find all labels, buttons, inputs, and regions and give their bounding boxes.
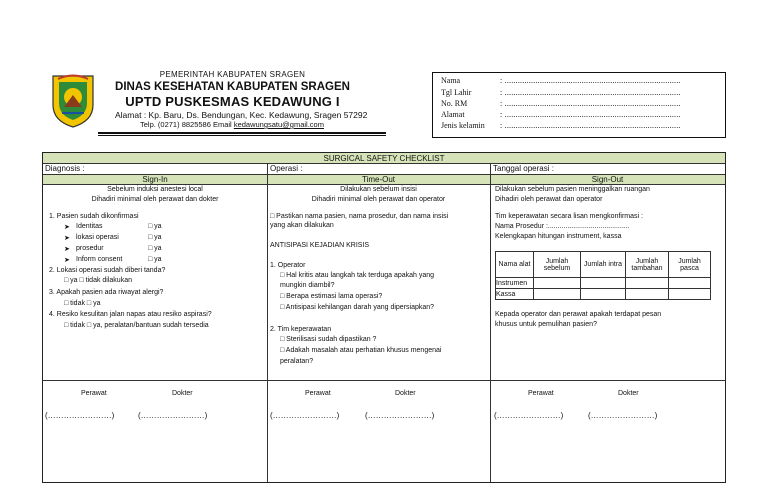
operasi-label: Operasi : xyxy=(270,164,303,173)
timeout-operator: 1. Operator xyxy=(270,262,306,269)
timeout-op1[interactable]: □ Hal kritis atau langkah tak terduga apakah yang xyxy=(280,272,435,279)
timeout-tk2[interactable]: □ Adakah masalah atau perhatian khusus mengenai xyxy=(280,347,442,354)
header-government: PEMERINTAH KABUPATEN SRAGEN xyxy=(159,70,306,79)
signin-q4: 4. Resiko kesulitan jalan napas atau resiko aspirasi? xyxy=(49,311,212,318)
signout-sub1: Dilakukan sebelum pasien meninggalkan ruangan xyxy=(495,186,650,193)
cell-input[interactable] xyxy=(626,278,669,289)
patient-value-jenis-kelamin[interactable]: : ................................................................................ xyxy=(500,121,681,130)
timeout-tk2b: peralatan? xyxy=(280,358,314,365)
timeout-op1b: mungkin diambil? xyxy=(280,282,335,289)
th-nama-alat: Nama alat xyxy=(496,252,534,278)
signout-question2: khusus untuk pemulihan pasien? xyxy=(495,321,597,328)
patient-label-no-rm: No. RM xyxy=(441,99,468,108)
signin-title: Sign-In xyxy=(142,175,168,184)
signin-q3-options[interactable]: □ tidak □ ya xyxy=(64,300,101,307)
signin-item-inform: Inform consent xyxy=(76,256,123,263)
timeout-sub1: Dilakukan sebelum insisi xyxy=(340,186,417,193)
signin-q4-options[interactable]: □ tidak □ ya, peralatan/bantuan sudah tersedia xyxy=(64,322,209,329)
timeout-title: Time-Out xyxy=(361,175,396,184)
checkbox-inform-ya[interactable]: □ ya xyxy=(148,256,162,263)
signin-item-prosedur: prosedur xyxy=(76,245,104,252)
signin-q3: 3. Apakah pasien ada riwayat alergi? xyxy=(49,289,164,296)
signin-q1: 1. Pasien sudah dikonfirmasi xyxy=(49,213,139,220)
divider-col1 xyxy=(267,163,268,482)
kabupaten-sragen-logo xyxy=(50,73,96,129)
diagnosis-label: Diagnosis : xyxy=(45,164,85,173)
timeout-op2[interactable]: □ Berapa estimasi lama operasi? xyxy=(280,293,383,300)
header-address: Alamat : Kp. Baru, Ds. Bendungan, Kec. Kedawung, Sragen 57292 xyxy=(115,110,368,120)
sign3-dokter: Dokter xyxy=(618,390,639,397)
patient-label-tgl-lahir: Tgl Lahir xyxy=(441,88,472,97)
row-kassa-label: Kassa xyxy=(496,289,534,300)
signout-kelengkapan: Kelengkapan hitungan instrument, kassa xyxy=(495,233,622,240)
signin-q2: 2. Lokasi operasi sudah diberi tanda? xyxy=(49,267,166,274)
timeout-op3[interactable]: □ Antisipasi kehilangan darah yang dipersiapkan? xyxy=(280,304,435,311)
sign1-perawat: Perawat xyxy=(81,390,107,397)
table-row xyxy=(496,289,711,300)
sign2-line-dokter[interactable]: (……………………) xyxy=(365,411,435,420)
bullet-arrow-icon: ➤ xyxy=(64,246,70,253)
patient-label-alamat: Alamat xyxy=(441,110,465,119)
header-telp: Telp. (0271) 8825586 Email xyxy=(140,120,234,129)
cell-input[interactable] xyxy=(669,289,711,300)
th-jumlah-intra: Jumlah intra xyxy=(581,252,626,278)
sign3-line-dokter[interactable]: (……………………) xyxy=(588,411,658,420)
rule-title xyxy=(43,163,725,164)
signout-konfirmasi: Tim keperawatan secara lisan mengkonfirmasi : xyxy=(495,213,643,220)
header-department: DINAS KESEHATAN KABUPATEN SRAGEN xyxy=(115,81,350,93)
signin-q2-options[interactable]: □ ya □ tidak dilakukan xyxy=(64,277,132,284)
timeout-tk1[interactable]: □ Sterilisasi sudah dipastikan ? xyxy=(280,336,377,343)
cell-input[interactable] xyxy=(534,278,581,289)
timeout-tim-keperawatan: 2. Tim keperawatan xyxy=(270,326,332,333)
header-puskesmas: UPTD PUSKESMAS KEDAWUNG I xyxy=(125,94,340,109)
sign3-perawat: Perawat xyxy=(528,390,554,397)
sign2-line-perawat[interactable]: (……………………) xyxy=(270,411,340,420)
checkbox-lokasi-ya[interactable]: □ ya xyxy=(148,234,162,241)
cell-input[interactable] xyxy=(626,289,669,300)
th-jumlah-tambahan: Jumlah tambahan xyxy=(626,252,669,278)
tanggal-operasi-label: Tanggal operasi : xyxy=(493,164,554,173)
sign2-perawat: Perawat xyxy=(305,390,331,397)
signin-item-identitas: Identitas xyxy=(76,223,103,230)
timeout-antisipasi: ANTISIPASI KEJADIAN KRISIS xyxy=(270,242,370,249)
sign1-line-perawat[interactable]: (……………………) xyxy=(45,411,115,420)
patient-value-no-rm[interactable]: : ................................................................................ xyxy=(500,99,681,108)
sign1-line-dokter[interactable]: (……………………) xyxy=(138,411,208,420)
divider-col2 xyxy=(490,163,491,482)
row-instrumen-label: Instrumen xyxy=(496,278,534,289)
cell-input[interactable] xyxy=(534,289,581,300)
signin-sub2: Dihadiri minimal oleh perawat dan dokter xyxy=(91,196,219,203)
table-header-row xyxy=(496,252,711,278)
rule-phase xyxy=(43,184,725,185)
instrument-count-table xyxy=(495,251,711,300)
bullet-arrow-icon: ➤ xyxy=(64,257,70,264)
table-row xyxy=(496,278,711,289)
patient-value-nama[interactable]: : ................................................................................ xyxy=(500,76,681,85)
checkbox-identitas-ya[interactable]: □ ya xyxy=(148,223,162,230)
cell-input[interactable] xyxy=(581,278,626,289)
bullet-arrow-icon: ➤ xyxy=(64,235,70,242)
signout-question: Kepada operator dan perawat apakah terdapat pesan xyxy=(495,311,662,318)
sign3-line-perawat[interactable]: (……………………) xyxy=(494,411,564,420)
signout-sub2: Dihadiri oleh perawat dan operator xyxy=(495,196,603,203)
rule-signature xyxy=(43,380,725,381)
patient-label-nama: Nama xyxy=(441,76,461,85)
patient-value-alamat[interactable]: : ................................................................................ xyxy=(500,110,681,119)
header-rule-thick xyxy=(98,132,386,134)
header-email: kedawungsatu@gmail.com xyxy=(233,120,324,129)
signout-nama-prosedur[interactable]: Nama Prosedur :.......................................... xyxy=(495,223,630,230)
signin-sub1: Sebelum induksi anestesi local xyxy=(107,186,203,193)
sign1-dokter: Dokter xyxy=(172,390,193,397)
header-contact xyxy=(140,120,324,129)
checkbox-prosedur-ya[interactable]: □ ya xyxy=(148,245,162,252)
th-jumlah-sebelum: Jumlah sebelum xyxy=(534,252,581,278)
cell-input[interactable] xyxy=(581,289,626,300)
signout-title: Sign-Out xyxy=(591,175,624,184)
checklist-title: SURGICAL SAFETY CHECKLIST xyxy=(323,154,445,163)
patient-label-jenis-kelamin: Jenis kelamin xyxy=(441,121,485,130)
patient-value-tgl-lahir[interactable]: : ................................................................................ xyxy=(500,88,681,97)
timeout-p1b: yang akan dilakukan xyxy=(270,222,334,229)
th-jumlah-pasca: Jumlah pasca xyxy=(669,252,711,278)
timeout-sub2: Dihadiri minimal oleh perawat dan operator xyxy=(311,196,446,203)
cell-input[interactable] xyxy=(669,278,711,289)
signin-item-lokasi: lokasi operasi xyxy=(76,234,119,241)
sign2-dokter: Dokter xyxy=(395,390,416,397)
bullet-arrow-icon: ➤ xyxy=(64,224,70,231)
header-rule-thin xyxy=(98,135,386,136)
timeout-p1[interactable]: □ Pastikan nama pasien, nama prosedur, dan nama insisi xyxy=(270,213,449,220)
